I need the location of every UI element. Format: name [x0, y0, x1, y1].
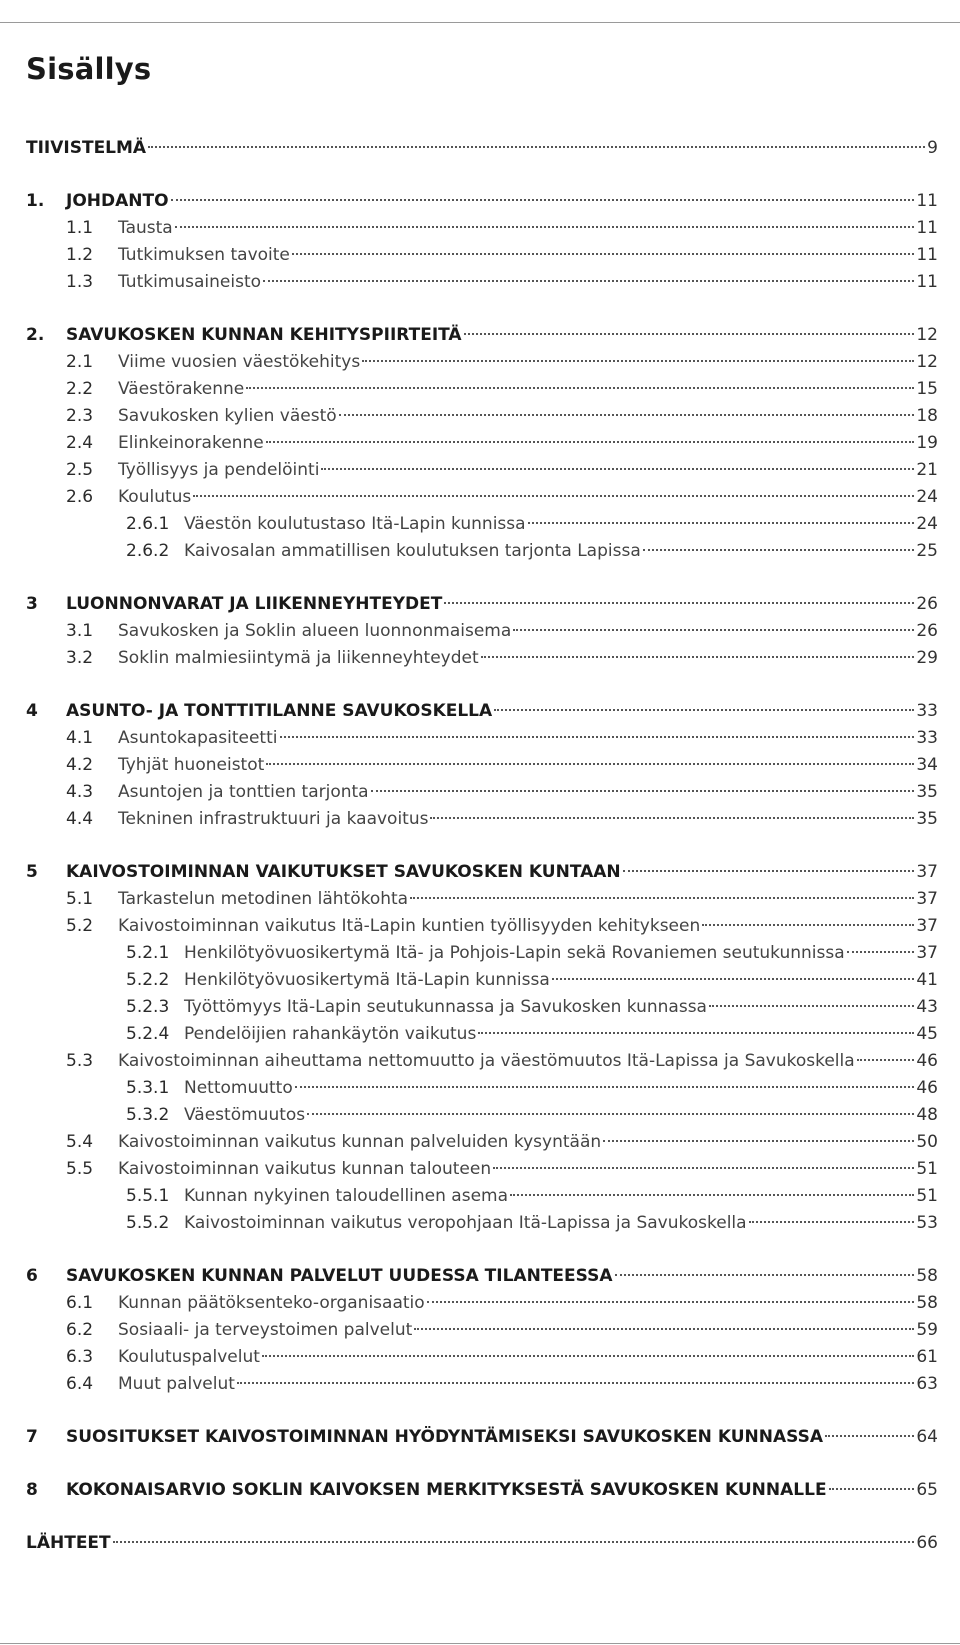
toc-section-entry[interactable]	[26, 269, 938, 296]
toc-entry-title: Koulutus	[118, 487, 192, 507]
dot-leader	[702, 924, 914, 926]
toc-chapter-entry[interactable]	[26, 591, 938, 618]
toc-entry-title: Tausta	[118, 218, 173, 238]
toc-section-entry[interactable]	[26, 1021, 938, 1048]
toc-page-number: 35	[916, 782, 938, 802]
toc-entry-number: 2.1	[66, 352, 94, 372]
toc-entry-title: Työttömyys Itä-Lapin seutukunnassa ja Savukosken kunnassa	[184, 997, 707, 1017]
dot-leader	[615, 1274, 915, 1276]
toc-entry-number: 6.2	[66, 1320, 94, 1340]
toc-entry-number: 4.3	[66, 782, 94, 802]
toc-entry-number: 6	[26, 1266, 38, 1286]
toc-section-entry[interactable]	[26, 538, 938, 565]
dot-leader	[552, 978, 915, 980]
toc-page-number: 33	[916, 728, 938, 748]
dot-leader	[857, 1059, 915, 1061]
toc-entry-number: 2.2	[66, 379, 94, 399]
toc-section-entry[interactable]	[26, 618, 938, 645]
dot-leader	[493, 1167, 914, 1169]
toc-page-number: 24	[916, 487, 938, 507]
toc-entry-title: Nettomuutto	[184, 1078, 293, 1098]
toc-entry-title: Kaivostoiminnan vaikutus kunnan talouteen	[118, 1159, 492, 1179]
toc-section-entry[interactable]	[26, 1344, 938, 1371]
toc-page-number: 58	[916, 1293, 938, 1313]
top-divider	[0, 22, 960, 23]
toc-entry-title: Asuntokapasiteetti	[118, 728, 278, 748]
toc-page-number: 61	[916, 1347, 938, 1367]
toc-section-entry[interactable]	[26, 1317, 938, 1344]
toc-page-number: 21	[916, 460, 938, 480]
toc-entry-title: Väestömuutos	[184, 1105, 306, 1125]
toc-entry-number: 2.6.2	[126, 541, 170, 561]
toc-page-number: 11	[916, 218, 938, 238]
dot-leader	[478, 1032, 914, 1034]
toc-section-entry[interactable]	[26, 430, 938, 457]
toc-section-entry[interactable]	[26, 1129, 938, 1156]
dot-leader	[362, 360, 914, 362]
dot-leader	[510, 1194, 914, 1196]
toc-page-number: 34	[916, 755, 938, 775]
toc-entry-title: JOHDANTO	[66, 191, 169, 211]
table-of-contents	[26, 135, 938, 1557]
toc-entry-title: TIIVISTELMÄ	[26, 138, 147, 158]
toc-chapter-entry[interactable]	[26, 859, 938, 886]
dot-leader	[825, 1435, 914, 1437]
toc-page-number: 26	[916, 621, 938, 641]
dot-leader	[444, 602, 914, 604]
toc-page-number: 15	[916, 379, 938, 399]
toc-entry-title: Elinkeinorakenne	[118, 433, 264, 453]
toc-section-entry[interactable]	[26, 349, 938, 376]
dot-leader	[307, 1113, 914, 1115]
dot-leader	[175, 226, 915, 228]
toc-entry-title: ASUNTO- JA TONTTITILANNE SAVUKOSKELLA	[66, 701, 493, 721]
toc-section-entry[interactable]	[26, 215, 938, 242]
toc-entry-title: LÄHTEET	[26, 1533, 111, 1553]
section-gap	[26, 1237, 938, 1263]
dot-leader	[171, 199, 915, 201]
toc-entry-title: Tekninen infrastruktuuri ja kaavoitus	[118, 809, 429, 829]
dot-leader	[528, 522, 915, 524]
toc-entry-number: 2.3	[66, 406, 94, 426]
toc-entry-number: 8	[26, 1480, 38, 1500]
toc-page-number: 41	[916, 970, 938, 990]
toc-page-number: 12	[916, 325, 938, 345]
toc-entry-title: Viime vuosien väestökehitys	[118, 352, 361, 372]
section-gap	[26, 833, 938, 859]
dot-leader	[430, 817, 914, 819]
toc-entry-number: 3.2	[66, 648, 94, 668]
dot-leader	[266, 441, 915, 443]
toc-section-entry[interactable]	[26, 1210, 938, 1237]
toc-entry-number: 5.5.1	[126, 1186, 170, 1206]
toc-entry-number: 2.4	[66, 433, 94, 453]
toc-entry-number: 1.	[26, 191, 45, 211]
toc-page-number: 12	[916, 352, 938, 372]
toc-page-number: 46	[916, 1051, 938, 1071]
toc-page-number: 48	[916, 1105, 938, 1125]
dot-leader	[237, 1382, 914, 1384]
toc-chapter-entry[interactable]	[26, 698, 938, 725]
bottom-divider	[0, 1643, 960, 1644]
dot-leader	[263, 280, 914, 282]
toc-entry-number: 4.2	[66, 755, 94, 775]
toc-page-number: 11	[916, 272, 938, 292]
toc-entry-number: 4.1	[66, 728, 94, 748]
toc-section-entry[interactable]	[26, 1290, 938, 1317]
dot-leader	[603, 1140, 914, 1142]
toc-entry-number: 5.4	[66, 1132, 94, 1152]
toc-section-entry[interactable]	[26, 779, 938, 806]
section-gap	[26, 296, 938, 322]
toc-page-number: 58	[916, 1266, 938, 1286]
toc-section-entry[interactable]	[26, 1156, 938, 1183]
toc-entry-title: SAVUKOSKEN KUNNAN PALVELUT UUDESSA TILANTEESSA	[66, 1266, 613, 1286]
toc-entry-number: 3.1	[66, 621, 94, 641]
dot-leader	[494, 709, 914, 711]
dot-leader	[246, 387, 914, 389]
toc-section-entry[interactable]	[26, 484, 938, 511]
toc-entry-title: SUOSITUKSET KAIVOSTOIMINNAN HYÖDYNTÄMISEKSI SAVUKOSKEN KUNNASSA	[66, 1427, 823, 1447]
dot-leader	[464, 333, 915, 335]
dot-leader	[623, 870, 915, 872]
toc-entry-title: Asuntojen ja tonttien tarjonta	[118, 782, 369, 802]
toc-entry-number: 2.5	[66, 460, 94, 480]
dot-leader	[829, 1488, 915, 1490]
toc-page-number: 51	[916, 1159, 938, 1179]
toc-page-number: 53	[916, 1213, 938, 1233]
toc-entry-title: KOKONAISARVIO SOKLIN KAIVOKSEN MERKITYKSESTÄ SAVUKOSKEN KUNNALLE	[66, 1480, 827, 1500]
dot-leader	[193, 495, 914, 497]
toc-page-number: 51	[916, 1186, 938, 1206]
toc-page-number: 64	[916, 1427, 938, 1447]
toc-entry-title: Kaivostoiminnan vaikutus kunnan palveluiden kysyntään	[118, 1132, 602, 1152]
toc-page-number: 11	[916, 245, 938, 265]
toc-page-number: 29	[916, 648, 938, 668]
toc-entry-title: Koulutuspalvelut	[118, 1347, 260, 1367]
toc-entry-title: Tutkimuksen tavoite	[118, 245, 290, 265]
toc-section-entry[interactable]	[26, 376, 938, 403]
toc-entry-number: 5.2	[66, 916, 94, 936]
toc-entry-number: 7	[26, 1427, 38, 1447]
dot-leader	[295, 1086, 915, 1088]
toc-entry-number: 1.1	[66, 218, 94, 238]
toc-entry-title: Henkilötyövuosikertymä Itä- ja Pohjois-Lapin sekä Rovaniemen seutukunnissa	[184, 943, 845, 963]
toc-section-entry[interactable]	[26, 645, 938, 672]
toc-page-number: 18	[916, 406, 938, 426]
toc-section-entry[interactable]	[26, 1102, 938, 1129]
toc-entry-title: Kaivostoiminnan vaikutus Itä-Lapin kuntien työllisyyden kehitykseen	[118, 916, 701, 936]
toc-page-number: 50	[916, 1132, 938, 1152]
toc-entry-number: 5	[26, 862, 38, 882]
toc-section-entry[interactable]	[26, 1048, 938, 1075]
toc-entry-number: 4.4	[66, 809, 94, 829]
section-gap	[26, 162, 938, 188]
toc-section-entry[interactable]	[26, 806, 938, 833]
dot-leader	[427, 1301, 915, 1303]
toc-chapter-entry[interactable]	[26, 1263, 938, 1290]
toc-section-entry[interactable]	[26, 967, 938, 994]
toc-entry-title: Muut palvelut	[118, 1374, 235, 1394]
toc-entry-number: 6.4	[66, 1374, 94, 1394]
toc-entry-title: Tyhjät huoneistot	[118, 755, 265, 775]
section-gap	[26, 1504, 938, 1530]
dot-leader	[371, 790, 915, 792]
toc-chapter-entry[interactable]	[26, 1424, 938, 1451]
toc-entry-number: 1.3	[66, 272, 94, 292]
toc-entry-title: Tutkimusaineisto	[118, 272, 262, 292]
toc-entry-number: 5.2.3	[126, 997, 170, 1017]
toc-section-entry[interactable]	[26, 403, 938, 430]
toc-page-number: 63	[916, 1374, 938, 1394]
toc-section-entry[interactable]	[26, 242, 938, 269]
toc-section-entry[interactable]	[26, 913, 938, 940]
section-gap	[26, 672, 938, 698]
toc-page-number: 9	[927, 138, 938, 158]
toc-entry-number: 5.1	[66, 889, 94, 909]
toc-entry-number: 5.3.1	[126, 1078, 170, 1098]
toc-entry-title: KAIVOSTOIMINNAN VAIKUTUKSET SAVUKOSKEN KUNTAAN	[66, 862, 621, 882]
toc-page-number: 35	[916, 809, 938, 829]
toc-section-entry[interactable]	[26, 752, 938, 779]
toc-page-number: 37	[916, 889, 938, 909]
toc-entry-title: Väestörakenne	[118, 379, 245, 399]
dot-leader	[749, 1221, 915, 1223]
toc-page-number: 59	[916, 1320, 938, 1340]
toc-entry-title: Savukosken ja Soklin alueen luonnonmaisema	[118, 621, 512, 641]
dot-leader	[321, 468, 914, 470]
toc-entry-title: Kaivostoiminnan aiheuttama nettomuutto ja väestömuutos Itä-Lapissa ja Savukoskella	[118, 1051, 855, 1071]
toc-entry-title: Savukosken kylien väestö	[118, 406, 337, 426]
toc-entry-title: Väestön koulutustaso Itä-Lapin kunnissa	[184, 514, 526, 534]
toc-entry-number: 6.3	[66, 1347, 94, 1367]
toc-entry-number: 2.	[26, 325, 45, 345]
toc-page-number: 26	[916, 594, 938, 614]
dot-leader	[292, 253, 914, 255]
toc-entry-number: 5.5	[66, 1159, 94, 1179]
toc-page-number: 33	[916, 701, 938, 721]
dot-leader	[481, 656, 915, 658]
toc-entry-title: Henkilötyövuosikertymä Itä-Lapin kunnissa	[184, 970, 550, 990]
dot-leader	[410, 897, 914, 899]
toc-entry-number: 5.5.2	[126, 1213, 170, 1233]
toc-entry-title: Kunnan päätöksenteko-organisaatio	[118, 1293, 425, 1313]
toc-chapter-entry[interactable]	[26, 1530, 938, 1557]
toc-entry-number: 5.3.2	[126, 1105, 170, 1125]
toc-entry-title: Kaivosalan ammatillisen koulutuksen tarjonta Lapissa	[184, 541, 641, 561]
toc-entry-number: 5.2.2	[126, 970, 170, 990]
section-gap	[26, 565, 938, 591]
toc-entry-title: LUONNONVARAT JA LIIKENNEYHTEYDET	[66, 594, 443, 614]
toc-entry-number: 2.6.1	[126, 514, 170, 534]
toc-section-entry[interactable]	[26, 725, 938, 752]
toc-entry-title: Kaivostoiminnan vaikutus veropohjaan Itä-Lapissa ja Savukoskella	[184, 1213, 747, 1233]
dot-leader	[513, 629, 914, 631]
page-title: Sisällys	[26, 52, 152, 86]
toc-page-number: 45	[916, 1024, 938, 1044]
toc-entry-title: Sosiaali- ja terveystoimen palvelut	[118, 1320, 413, 1340]
toc-page-number: 37	[916, 862, 938, 882]
toc-section-entry[interactable]	[26, 1371, 938, 1398]
toc-entry-title: Kunnan nykyinen taloudellinen asema	[184, 1186, 509, 1206]
toc-entry-number: 3	[26, 594, 38, 614]
dot-leader	[339, 414, 915, 416]
toc-entry-title: Pendelöijien rahankäytön vaikutus	[184, 1024, 477, 1044]
toc-entry-number: 5.2.4	[126, 1024, 170, 1044]
toc-entry-number: 2.6	[66, 487, 94, 507]
toc-chapter-entry[interactable]	[26, 322, 938, 349]
dot-leader	[266, 763, 914, 765]
toc-chapter-entry[interactable]	[26, 1477, 938, 1504]
dot-leader	[709, 1005, 914, 1007]
toc-page-number: 11	[916, 191, 938, 211]
toc-chapter-entry[interactable]	[26, 135, 938, 162]
dot-leader	[414, 1328, 914, 1330]
dot-leader	[262, 1355, 914, 1357]
dot-leader	[113, 1541, 915, 1543]
toc-entry-title: Soklin malmiesiintymä ja liikenneyhteydet	[118, 648, 479, 668]
toc-page-number: 37	[916, 943, 938, 963]
toc-section-entry[interactable]	[26, 1075, 938, 1102]
toc-page-number: 37	[916, 916, 938, 936]
toc-page-number: 25	[916, 541, 938, 561]
dot-leader	[280, 736, 915, 738]
toc-section-entry[interactable]	[26, 994, 938, 1021]
toc-section-entry[interactable]	[26, 511, 938, 538]
toc-entry-number: 6.1	[66, 1293, 94, 1313]
toc-section-entry[interactable]	[26, 886, 938, 913]
toc-entry-title: SAVUKOSKEN KUNNAN KEHITYSPIIRTEITÄ	[66, 325, 462, 345]
toc-section-entry[interactable]	[26, 940, 938, 967]
section-gap	[26, 1451, 938, 1477]
toc-page-number: 24	[916, 514, 938, 534]
toc-page-number: 43	[916, 997, 938, 1017]
toc-entry-number: 5.3	[66, 1051, 94, 1071]
dot-leader	[643, 549, 915, 551]
dot-leader	[847, 951, 915, 953]
toc-section-entry[interactable]	[26, 1183, 938, 1210]
toc-entry-number: 5.2.1	[126, 943, 170, 963]
toc-chapter-entry[interactable]	[26, 188, 938, 215]
toc-page-number: 66	[916, 1533, 938, 1553]
toc-section-entry[interactable]	[26, 457, 938, 484]
section-gap	[26, 1398, 938, 1424]
toc-page-number: 46	[916, 1078, 938, 1098]
toc-entry-number: 1.2	[66, 245, 94, 265]
toc-entry-title: Työllisyys ja pendelöinti	[118, 460, 320, 480]
toc-page-number: 65	[916, 1480, 938, 1500]
dot-leader	[148, 146, 925, 148]
toc-page-number: 19	[916, 433, 938, 453]
toc-entry-title: Tarkastelun metodinen lähtökohta	[118, 889, 409, 909]
toc-entry-number: 4	[26, 701, 38, 721]
